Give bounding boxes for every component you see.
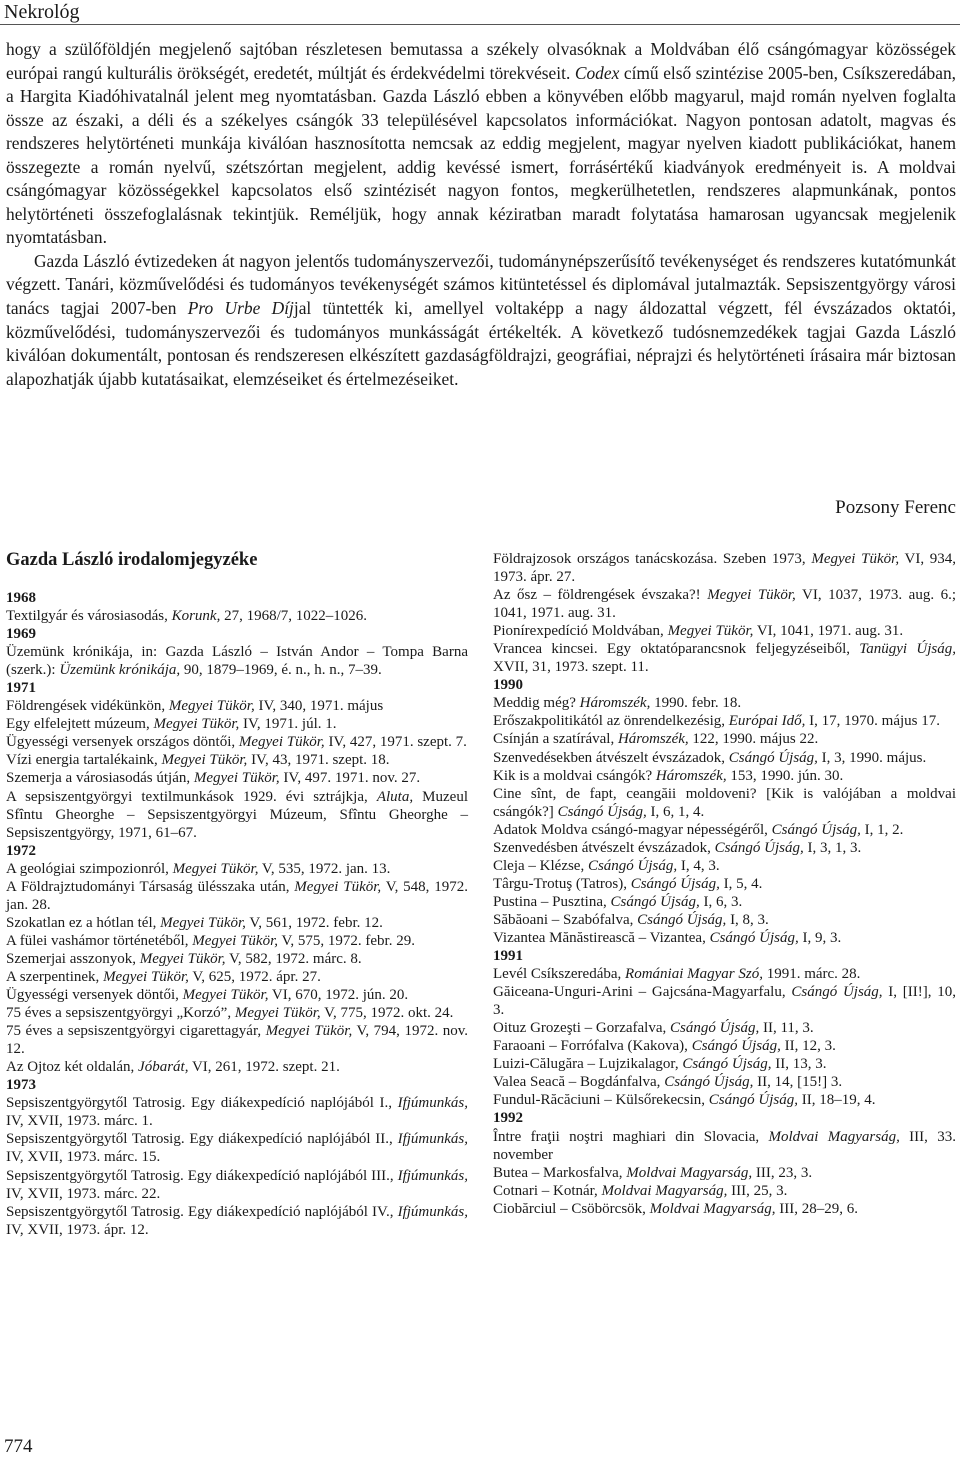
author-signature: Pozsony Ferenc [835,497,956,518]
body-paragraph-1: hogy a szülőföldjén megjelenő sajtóban részletesen bemutassa a székely olvasóknak a Moldvában élő csángómagyar közösségek európai rangú kulturális örökségét, eredetét, múltját és érdekvédelmi törekvéseit. Codex című első szintézise 2005-ben, Csíkszeredában, a Hargita Kiadóhivatalnál jelent meg nyomtatásban. Gazda László ebben a könyvében előbb magyarul, majd román nyelven foglalta össze az északi, a déli és a székelyes csángók 33 településével kapcsolatos információkat. Nagyon pontosan adatolt, magvas és rendszeres helytörténeti munkája kiválóan hasznosította nemcsak az eddig megjelent, magyar nyelven kiadott publikációkat, hanem összegezte a román nyelvű, szétszórtan megjelent, addig kevéssé ismert, forrásértékű kiadványok eredményeit is. A moldvai csángómagyar közösségekkel kapcsolatos első szintézisét nagyon fontos, megkerülhetetlen, rendszeres alapmunkának, pontos helytörténeti összefoglalásnak tekintjük. Reméljük, hogy annak kéziratban maradt folytatása hamarosan ugyancsak megjelenik nyomtatásban. [6,39,956,248]
bibliography-entry: Faraoani – Forrófalva (Kakova), Csángó Újság, II, 12, 3. [493,1038,836,1055]
bibliography-entry: Csínján a szatírával, Háromszék, 122, 1990. május 22. [493,731,819,748]
page-number: 774 [4,1436,33,1457]
bibliography-entry: Szenvedésben átvészelt évszázadok, Csángó Újság, I, 3, 1, 3. [493,839,862,856]
bibliography-entry: Găiceana-Unguri-Arini – Gajcsána-Magyarfalu, Csángó Újság, I, [II!], 10, 3. [493,984,956,1019]
bibliography-entry: Földrajzosok országos tanácskozása. Szeben 1973, Megyei Tükör, VI, 934, 1973. ápr. 27. [493,551,956,586]
bibliography-entry: Sepsiszentgyörgytől Tatrosig. Egy diákexpedíció naplójából II., Ifjúmunkás, IV, XVII, 1973. márc. 15. [6,1131,468,1166]
bibliography-entry: Fundul-Răcăciuni – Külsőrekecsin, Csángó Újság, II, 18–19, 4. [493,1092,876,1109]
bibliography-entry: Între fraţii noştri maghiari din Slovacia, Moldvai Magyarság, III, 33. november [493,1128,956,1163]
bibliography-entry: Szenvedésekben átvészelt évszázadok, Csángó Újság, I, 3, 1990. május. [493,749,927,766]
bibliography-entry: Szemerjai asszonyok, Megyei Tükör, V, 582, 1972. márc. 8. [6,950,362,967]
bibliography-entry: Sepsiszentgyörgytől Tatrosig. Egy diákexpedíció naplójából IV., Ifjúmunkás, IV, XVII, 1973. ápr. 12. [6,1203,468,1238]
bibliography-entry: Săbăoani – Szabófalva, Csángó Újság, I, 8, 3. [493,911,769,928]
bibliography-entry: Vízi energia tartalékaink, Megyei Tükör, IV, 43, 1971. szept. 18. [6,752,390,769]
body-paragraph-2: Gazda László évtizedeken át nagyon jelentős tudományszervezői, tudománynépszerűsítő tevékenységet és rendszeres kutatómunkát végzett. Tanári, közművelődési és tudományos tevékenységét számos kitüntetéssel és diplomával jutalmazták. Sepsiszentgyörgy városi tanács tagjai 2007-ben Pro Urbe Díjjal tüntették ki, amellyel voltaképp a nagy áldozattal végzett, fél évszázados oktatói, közművelődési, tudományszervezői és tudományos munkásságát értékelték. A következő tudósnemzedékek tagjai Gazda László kiválóan dokumentált, pontosan és rendszeresen elkészített gazdaságföldrajzi, geográfiai, néprajzi és helytörténeti írásaira már biztosan alapozhatják újabb kutatásaikat, elemzéseiket és értelmezéseiket. [6,250,956,389]
article-body [6,38,956,391]
bibliography-entry: Cine sînt, de fapt, ceangăii moldoveni? [Kik is valójában a moldvai csángók?] Csángó Újság, I, 6, 1, 4. [493,785,956,820]
header-divider [0,24,960,25]
bibliography-entry: Ciobărciul – Csöbörcsök, Moldvai Magyarság, III, 28–29, 6. [493,1200,858,1217]
bibliography-year-heading: 1971 [6,680,36,697]
bibliography-entry: Pionírexpedíció Moldvában, Megyei Tükör, VI, 1041, 1971. aug. 31. [493,623,904,640]
bibliography-entry: A Földrajztudományi Társaság ülésszaka után, Megyei Tükör, V, 548, 1972. jan. 28. [6,878,468,913]
bibliography-entry: 75 éves a sepsiszentgyörgyi „Korzó”, Megyei Tükör, V, 775, 1972. okt. 24. [6,1005,454,1022]
bibliography-entry: Szokatlan ez a hótlan tél, Megyei Tükör, V, 561, 1972. febr. 12. [6,914,383,931]
bibliography-entry: Vizantea Mănăstirească – Vizantea, Csángó Újság, I, 9, 3. [493,929,842,946]
bibliography-entry: Levél Csíkszeredába, Romániai Magyar Szó, 1991. márc. 28. [493,966,861,983]
bibliography-year-heading: 1968 [6,590,36,606]
bibliography-entry: Textilgyár és városiasodás, Korunk, 27, 1968/7, 1022–1026. [6,608,367,625]
bibliography-right-column [493,548,956,1218]
bibliography-entry: Cotnari – Kotnár, Moldvai Magyarság, III, 25, 3. [493,1182,788,1199]
bibliography-entry: Târgu-Trotuş (Tatros), Csángó Újság, I, 5, 4. [493,875,763,892]
bibliography-entry: Luizi-Călugăra – Lujzikalagor, Csángó Újság, II, 13, 3. [493,1056,827,1073]
bibliography-entry: Sepsiszentgyörgytől Tatrosig. Egy diákexpedíció naplójából I., Ifjúmunkás, IV, XVII, 1973. márc. 1. [6,1095,468,1130]
bibliography-entry: Oituz Grozeşti – Gorzafalva, Csángó Újság, II, 11, 3. [493,1020,814,1037]
bibliography-year-heading: 1991 [493,948,523,965]
bibliography-year-heading: 1972 [6,842,36,859]
bibliography-entry: Kik is a moldvai csángók? Háromszék, 153, 1990. jún. 30. [493,767,844,784]
bibliography-entry: Az Ojtoz két oldalán, Jóbarát, VI, 261, 1972. szept. 21. [6,1059,340,1076]
bibliography-left-column [6,548,468,1239]
bibliography-entry: Sepsiszentgyörgytől Tatrosig. Egy diákexpedíció naplójából III., Ifjúmunkás, IV, XVII, 1973. márc. 22. [6,1167,468,1202]
bibliography-entry: Az ősz – földrengések évszaka?! Megyei Tükör, VI, 1037, 1973. aug. 6.; 1041, 1971. aug. 31. [493,587,957,622]
bibliography-entry: 75 éves a sepsiszentgyörgyi cigarettagyár, Megyei Tükör, V, 794, 1972. nov. 12. [6,1023,469,1058]
bibliography-list-left [6,589,468,1239]
bibliography-entry: Adatok Moldva csángó-magyar népességéről, Csángó Újság, I, 1, 2. [493,821,904,838]
bibliography-year-heading: 1973 [6,1077,36,1094]
bibliography-entry: Butea – Markosfalva, Moldvai Magyarság, III, 23, 3. [493,1164,813,1181]
bibliography-entry: Vrancea kincsei. Egy oktatóparancsnok feljegyzéseiből, Tanügyi Újság, XVII, 31, 1973. szept. 11. [493,641,956,676]
bibliography-title: Gazda László irodalomjegyzéke [6,550,258,570]
running-title: Nekrológ [4,1,80,23]
bibliography-entry: Földrengések vidékünkön, Megyei Tükör, IV, 340, 1971. május [6,698,384,715]
bibliography-year-heading: 1969 [6,626,36,643]
bibliography-entry: Szemerja a városiasodás útján, Megyei Tükör, IV, 497. 1971. nov. 27. [6,770,421,787]
bibliography-year-heading: 1992 [493,1110,523,1127]
bibliography-entry: Valea Seacă – Bogdánfalva, Csángó Újság, II, 14, [15!] 3. [493,1074,843,1091]
bibliography-entry: Erőszakpolitikától az önrendelkezésig, Európai Idő, I, 17, 1970. május 17. [493,713,940,730]
bibliography-list-right [493,550,956,1218]
bibliography-entry: Cleja – Klézse, Csángó Újság, I, 4, 3. [493,857,720,874]
bibliography-entry: Üzemünk krónikája, in: Gazda László – István Andor – Tompa Barna (szerk.): Üzemünk krónikája, 90, 1879–1969, é. n., h. n., 7–39. [6,644,468,679]
bibliography-entry: A geológiai szimpozionról, Megyei Tükör, V, 535, 1972. jan. 13. [6,860,391,877]
bibliography-entry: A szerpentinek, Megyei Tükör, V, 625, 1972. ápr. 27. [6,968,321,985]
bibliography-entry: A sepsiszentgyörgyi textilmunkások 1929. évi sztrájkja, Aluta, Muzeul Sfîntu Gheorghe – Sepsiszentgyörgyi Múzeum, Sfîntu Gheorghe – Sepsiszentgyörgy, 1971, 61–67. [6,788,468,841]
bibliography-entry: A fülei vashámor történetéből, Megyei Tükör, V, 575, 1972. febr. 29. [6,932,415,949]
bibliography-entry: Egy elfelejtett múzeum, Megyei Tükör, IV, 1971. júl. 1. [6,716,337,733]
bibliography-year-heading: 1990 [493,677,523,694]
bibliography-entry: Pustina – Pusztina, Csángó Újság, I, 6, 3. [493,893,743,910]
bibliography-entry: Ügyességi versenyek országos döntői, Megyei Tükör, IV, 427, 1971. szept. 7. [6,734,467,751]
bibliography-entry: Ügyességi versenyek döntői, Megyei Tükör, VI, 670, 1972. jún. 20. [6,987,409,1004]
bibliography-entry: Meddig még? Háromszék, 1990. febr. 18. [493,695,742,712]
